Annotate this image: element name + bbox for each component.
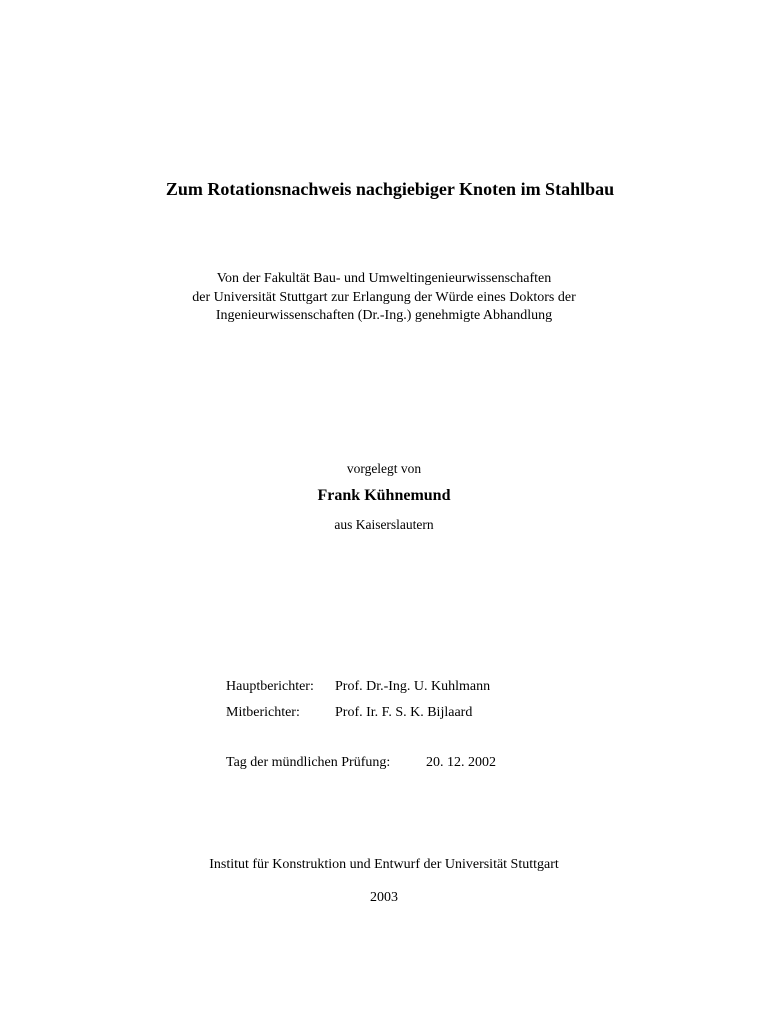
dissertation-statement bbox=[0, 270, 768, 326]
document-title: Zum Rotationsnachweis nachgiebiger Knoten im Stahlbau bbox=[165, 179, 615, 199]
co-referee bbox=[226, 704, 472, 722]
co-referee-name: Prof. Ir. F. S. K. Bijlaard bbox=[335, 705, 473, 720]
oral-exam-value: 20. 12. 2002 bbox=[426, 755, 496, 770]
author-name: Frank Kühnemund bbox=[317, 487, 451, 504]
main-referee bbox=[226, 678, 490, 696]
author-origin: aus Kaiserslautern bbox=[334, 517, 434, 532]
oral-exam-date bbox=[226, 754, 496, 772]
oral-exam-label: Tag der mündlichen Prüfung: bbox=[226, 755, 391, 770]
statement-line: Ingenieurwissenschaften (Dr.-Ing.) genehmigte Abhandlung bbox=[215, 308, 553, 323]
publication-year: 2003 bbox=[370, 890, 398, 905]
main-referee-label: Hauptberichter: bbox=[226, 679, 314, 694]
statement-line: Von der Fakultät Bau- und Umweltingenieurwissenschaften bbox=[216, 271, 552, 286]
co-referee-label: Mitberichter: bbox=[226, 705, 300, 720]
institute-name: Institut für Konstruktion und Entwurf der Universität Stuttgart bbox=[209, 857, 559, 872]
main-referee-name: Prof. Dr.-Ing. U. Kuhlmann bbox=[335, 679, 491, 694]
presented-by-label: vorgelegt von bbox=[346, 461, 422, 476]
statement-line: der Universität Stuttgart zur Erlangung der Würde eines Doktors der bbox=[192, 289, 576, 305]
